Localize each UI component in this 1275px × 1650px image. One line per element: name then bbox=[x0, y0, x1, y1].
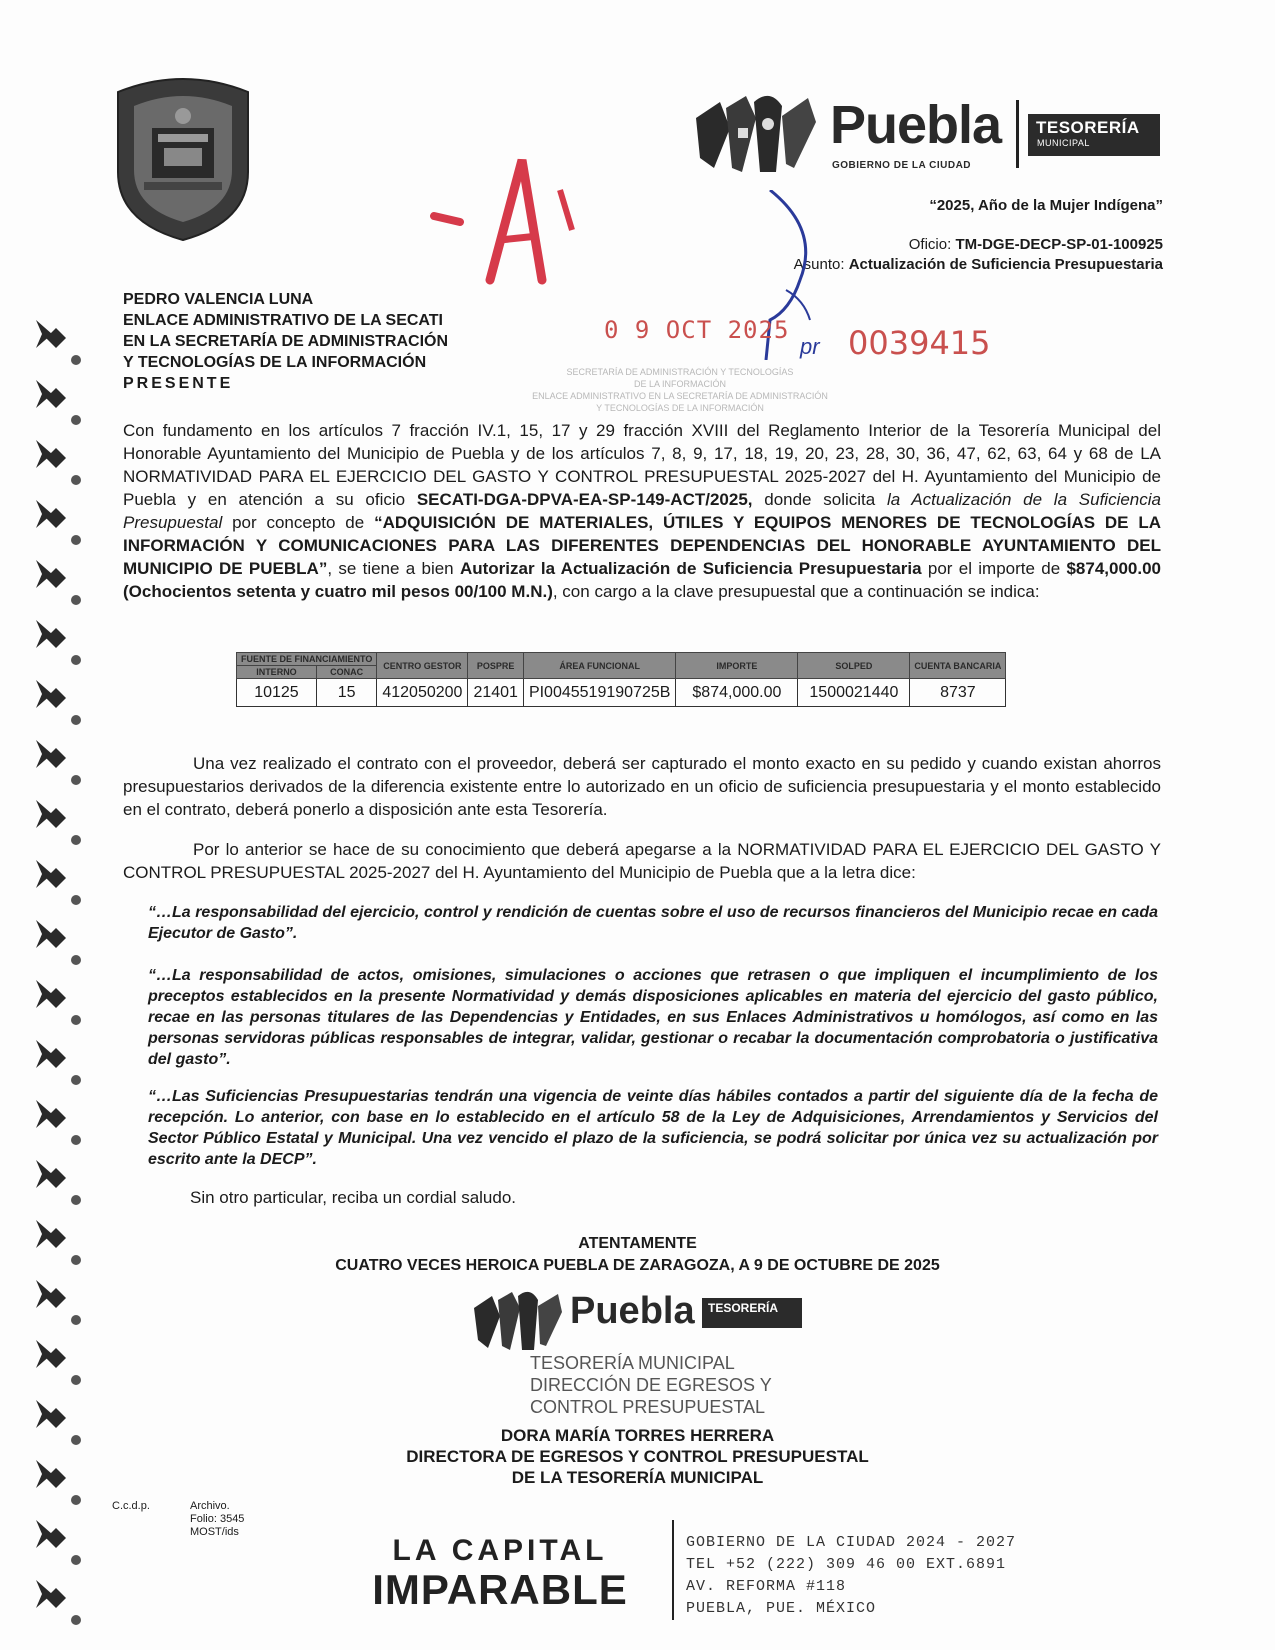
logo-office-title: TESORERÍA bbox=[1036, 118, 1140, 137]
recipient-name: PEDRO VALENCIA LUNA bbox=[123, 291, 314, 308]
footer-government: GOBIERNO DE LA CIUDAD 2024 - 2027 bbox=[686, 1534, 1017, 1551]
oficio-label: Oficio: bbox=[908, 236, 952, 253]
seal-line: CONTROL PRESUPUESTAL bbox=[530, 1397, 766, 1417]
place-and-date: CUATRO VECES HEROICA PUEBLA DE ZARAGOZA, A 9 DE OCTUBRE DE 2025 bbox=[335, 1257, 940, 1274]
header-pospre: POSPRE bbox=[468, 653, 524, 679]
footer-divider bbox=[672, 1520, 674, 1620]
quote-validity: “…Las Suficiencias Presupuestarias tendrán una vigencia de veinte días hábiles contados a partir del siguiente día de la fecha de recepción. Lo anterior, con base en lo establecido en el artículo 58 de la Ley de Adquisiciones, Arrendamientos y Servicios del Sector Público Estatal y Municipal. Una vez vencido el plazo de la suficiencia, se podrá solicitar por única vez su actualización por escrito ante la DECP”. bbox=[148, 1088, 1158, 1168]
ccdp-label: C.c.d.p. bbox=[112, 1500, 150, 1512]
signer-name: DORA MARÍA TORRES HERRERA bbox=[500, 1426, 775, 1445]
folio-handwritten-prefix: pr bbox=[800, 334, 820, 359]
paragraph-normativity bbox=[123, 838, 1161, 884]
cell-solped: 1500021440 bbox=[798, 679, 910, 707]
header-area-funcional: ÁREA FUNCIONAL bbox=[523, 653, 675, 679]
capital-top-text: LA CAPITAL bbox=[392, 1534, 608, 1567]
oficio-line bbox=[909, 236, 1163, 253]
folio-number-stamp: 0039415 bbox=[848, 324, 991, 362]
stamp-line: SECRETARÍA DE ADMINISTRACIÓN Y TECNOLOGÍAS bbox=[566, 367, 794, 377]
header-importe: IMPORTE bbox=[676, 653, 798, 679]
signature-logo bbox=[470, 1286, 820, 1356]
capital-bottom-text: IMPARABLE bbox=[372, 1566, 628, 1613]
office-seal-stamp bbox=[530, 1352, 772, 1418]
footer-city: PUEBLA, PUE. MÉXICO bbox=[686, 1600, 877, 1617]
text-run: Con fundamento en los artículos 7 fracción IV.1, 15, 17 y 29 fracción XVIII del Reglamento Interior de la Tesorería Municipal del Honorable Ayuntamiento del Municipio de Puebla y de los artículos 7, 8, 9, 17, 18, 19, 20, 23, 28, 30, 36, 47, 62, 63, 64 y 68 de LA NORMATIVIDAD PARA EL EJERCICIO DEL GASTO Y CONTROL PRESUPUESTAL 2025-2027 del H. Ayuntamiento del Municipio de Puebla y en atención a su oficio bbox=[123, 421, 1161, 509]
text-run: Una vez realizado el contrato con el proveedor, deberá ser capturado el monto exacto en su pedido y cuando existan ahorros presupuestarios derivados de la diferencia existente entre lo autorizado en un oficio de suficiencia presupuestaria y el monto establecido en el contrato, deberá ponerlo a disposición ante esta Tesorería. bbox=[123, 754, 1161, 819]
request-type: la Actualización de la Suficiencia Presupuestal bbox=[123, 490, 1161, 532]
header-solped: SOLPED bbox=[798, 653, 910, 679]
cell-importe: $874,000.00 bbox=[676, 679, 798, 707]
oficio-number: TM-DGE-DECP-SP-01-100925 bbox=[955, 236, 1163, 253]
seal-line: DIRECCIÓN DE EGRESOS Y bbox=[530, 1375, 772, 1395]
header-fuente: FUENTE DE FINANCIAMIENTO bbox=[237, 653, 377, 666]
city-emblem-icon bbox=[690, 88, 820, 178]
text-run: donde solicita bbox=[752, 490, 887, 509]
recipient-block bbox=[123, 289, 448, 394]
text-run: Por lo anterior se hace de su conocimiento que deberá apegarse a la NORMATIVIDAD PARA EL EJERCICIO DEL GASTO Y CONTROL PRESUPUESTAL 2025-2027 del H. Ayuntamiento del Municipio de Puebla que a la letra dice: bbox=[123, 840, 1161, 882]
logo-office-badge: TESORERÍA bbox=[702, 1298, 802, 1328]
signature-header bbox=[0, 1233, 1275, 1277]
asunto-line bbox=[794, 256, 1163, 273]
concept-description: “ADQUISICIÓN DE MATERIALES, ÚTILES Y EQUIPOS MENORES DE TECNOLOGÍAS DE LA INFORMACIÓN Y COMUNICACIONES PARA LAS DIFERENTES DEPENDENCIAS DEL HONORABLE AYUNTAMIENTO DEL MUNICIPIO DE PUEBLA” bbox=[123, 513, 1161, 578]
oficio-reference: SECATI-DGA-DPVA-EA-SP-149-ACT/2025, bbox=[416, 490, 753, 509]
seal-line: TESORERÍA MUNICIPAL bbox=[530, 1353, 735, 1373]
quote-responsibility: “…La responsabilidad del ejercicio, control y rendición de cuentas sobre el uso de recursos financieros del Municipio recae en cada Ejecutor de Gasto”. bbox=[148, 904, 1158, 942]
archive-folio: Folio: 3545 bbox=[190, 1513, 245, 1525]
header-cuenta-bancaria: CUENTA BANCARIA bbox=[910, 653, 1006, 679]
stamp-line: Y TECNOLOGÍAS DE LA INFORMACIÓN bbox=[596, 403, 764, 413]
signer-title: DIRECTORA DE EGRESOS Y CONTROL PRESUPUESTAL bbox=[406, 1447, 869, 1466]
header-centro-gestor: CENTRO GESTOR bbox=[377, 653, 468, 679]
red-handwritten-mark bbox=[430, 140, 590, 290]
footer-phone: TEL +52 (222) 309 46 00 EXT.6891 bbox=[686, 1556, 1007, 1573]
paragraph-authorization bbox=[123, 419, 1161, 603]
paragraph-contract bbox=[123, 752, 1161, 821]
authorized-amount: $874,000.00 (Ochocientos setenta y cuatro mil pesos 00/100 M.N.) bbox=[123, 559, 1161, 601]
logo-office-badge bbox=[1028, 114, 1160, 156]
recipient-position: EN LA SECRETARÍA DE ADMINISTRACIÓN bbox=[123, 333, 449, 350]
stamp-line: DE LA INFORMACIÓN bbox=[633, 379, 726, 389]
city-seal-logo bbox=[108, 72, 258, 242]
quote-omissions: “…La responsabilidad de actos, omisiones, simulaciones o acciones que retrasen o que impliquen el incumplimiento de los preceptos establecidos en la presente Normatividad y demás disposiciones aplicables en materia del ejercicio del gasto público, recae en las personas titulares de las Dependencias y Entidades, en sus Enlaces Administrativos u homólogos, así como en las personas servidoras públicas responsables de integrar, validar, gestionar o recabar la documentación comprobatoria o justificativa del gasto”. bbox=[148, 967, 1158, 1068]
footer-address: AV. REFORMA #118 bbox=[686, 1578, 847, 1595]
header-conac: CONAC bbox=[316, 666, 376, 679]
cell-area-funcional: PI0045519190725B bbox=[523, 679, 675, 707]
archive-initials: MOST/ids bbox=[190, 1526, 239, 1538]
recipient-position: ENLACE ADMINISTRATIVO DE LA SECATI bbox=[123, 312, 443, 329]
city-emblem-icon bbox=[470, 1286, 565, 1352]
atentamente-label: ATENTAMENTE bbox=[578, 1235, 697, 1252]
year-motto: “2025, Año de la Mujer Indígena” bbox=[929, 197, 1163, 214]
budget-key-table bbox=[236, 652, 1006, 707]
reception-stamp bbox=[500, 366, 860, 416]
cell-pospre: 21401 bbox=[468, 679, 524, 707]
archive-label: Archivo. bbox=[190, 1500, 230, 1512]
la-capital-imparable-logo bbox=[350, 1534, 650, 1613]
closing-salutation: Sin otro particular, reciba un cordial saludo. bbox=[190, 1188, 517, 1207]
text-run: , con cargo a la clave presupuestal que a continuación se indica: bbox=[552, 582, 1040, 601]
text-run: por concepto de bbox=[222, 513, 375, 532]
asunto-label: Asunto: bbox=[793, 256, 845, 273]
stamp-line: ENLACE ADMINISTRATIVO EN LA SECRETARÍA DE ADMINISTRACIÓN bbox=[532, 391, 828, 401]
logo-office-subtitle: MUNICIPAL bbox=[1037, 138, 1090, 148]
signer-title: DE LA TESORERÍA MUNICIPAL bbox=[511, 1468, 764, 1487]
table-row bbox=[237, 679, 1006, 707]
text-run: por el importe de bbox=[921, 559, 1067, 578]
signer-block bbox=[0, 1425, 1275, 1488]
recipient-position: Y TECNOLOGÍAS DE LA INFORMACIÓN bbox=[123, 354, 427, 371]
received-date-stamp: 0 9 OCT 2025 bbox=[604, 316, 790, 344]
archive-notes bbox=[190, 1500, 244, 1539]
logo-government-label: GOBIERNO DE LA CIUDAD bbox=[832, 160, 972, 171]
text-run: , se tiene a bien bbox=[327, 559, 460, 578]
asunto-value: Actualización de Suficiencia Presupuestaria bbox=[848, 256, 1163, 273]
header-interno: INTERNO bbox=[237, 666, 317, 679]
authorization-phrase: Autorizar la Actualización de Suficiencia Presupuestaria bbox=[459, 559, 922, 578]
footer-contact-info bbox=[686, 1532, 1016, 1620]
cell-conac: 15 bbox=[316, 679, 376, 707]
logo-city-name: Puebla bbox=[830, 95, 1002, 155]
logo-city-name: Puebla bbox=[570, 1290, 695, 1332]
cell-centro-gestor: 412050200 bbox=[377, 679, 468, 707]
cell-interno: 10125 bbox=[237, 679, 317, 707]
puebla-tesoreria-logo bbox=[690, 88, 1160, 178]
recipient-greeting: PRESENTE bbox=[123, 375, 234, 392]
cell-cuenta-bancaria: 8737 bbox=[910, 679, 1006, 707]
logo-divider bbox=[1016, 100, 1019, 168]
